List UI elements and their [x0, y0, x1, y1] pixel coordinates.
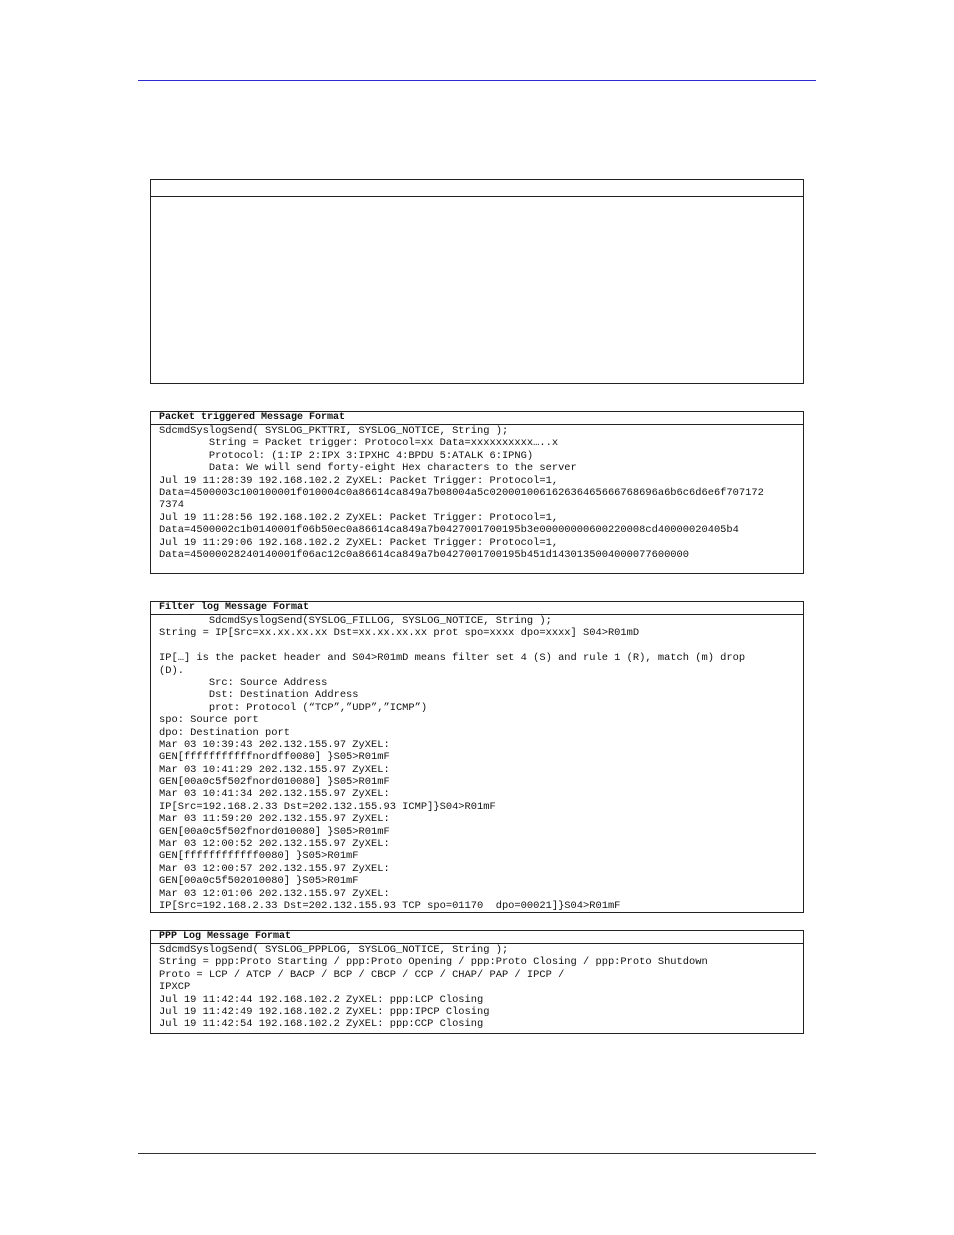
code-line: IPXCP: [159, 981, 191, 994]
code-line: Mar 03 10:39:43 202.132.155.97 ZyXEL:: [159, 738, 390, 751]
filter-table-body: [151, 615, 803, 912]
code-line: String = ppp:Proto Starting / ppp:Proto Opening / ppp:Proto Closing / ppp:Proto Shutdown: [159, 956, 708, 969]
code-line: Jul 19 11:29:06 192.168.102.2 ZyXEL: Packet Trigger: Protocol=1,: [159, 536, 559, 549]
code-line: Mar 03 10:41:34 202.132.155.97 ZyXEL:: [159, 788, 390, 801]
code-line: Data: We will send forty-eight Hex characters to the server: [159, 462, 577, 475]
packet-table-body: [151, 425, 803, 561]
packet-table-title: Packet triggered Message Format: [151, 412, 803, 425]
code-line: GEN[00a0c5f502fnord010080] }S05>R01mF: [159, 825, 390, 838]
code-line: [159, 640, 795, 652]
code-line: prot: Protocol (“TCP”,”UDP”,”ICMP”): [159, 701, 428, 714]
code-line: Jul 19 11:28:56 192.168.102.2 ZyXEL: Packet Trigger: Protocol=1,: [159, 511, 559, 524]
code-line: Mar 03 12:00:52 202.132.155.97 ZyXEL:: [159, 838, 390, 851]
filter-log-table: [150, 601, 804, 913]
code-line: Mar 03 12:01:06 202.132.155.97 ZyXEL:: [159, 887, 390, 900]
empty-table: [150, 179, 804, 384]
code-line: Jul 19 11:42:54 192.168.102.2 ZyXEL: ppp:CCP Closing: [159, 1018, 484, 1031]
code-line: Protocol: (1:IP 2:IPX 3:IPXHC 4:BPDU 5:ATALK 6:IPNG): [159, 449, 534, 462]
code-line: Mar 03 10:41:29 202.132.155.97 ZyXEL:: [159, 763, 390, 776]
filter-table-title: Filter log Message Format: [151, 602, 803, 615]
code-line: IP[Src=192.168.2.33 Dst=202.132.155.93 ICMP]}S04>R01mF: [159, 800, 496, 813]
code-line: Mar 03 12:00:57 202.132.155.97 ZyXEL:: [159, 862, 390, 875]
code-line: spo: Source port: [159, 714, 259, 727]
ppp-table-body: [151, 944, 803, 1031]
code-line: SdcmdSyslogSend(SYSLOG_FILLOG, SYSLOG_NOTICE, String );: [159, 615, 552, 627]
code-line: Jul 19 11:42:44 192.168.102.2 ZyXEL: ppp:LCP Closing: [159, 993, 484, 1006]
code-line: SdcmdSyslogSend( SYSLOG_PKTTRI, SYSLOG_NOTICE, String );: [159, 425, 509, 437]
empty-table-header: [151, 180, 803, 197]
code-line: IP[…] is the packet header and S04>R01mD means filter set 4 (S) and rule 1 (R), match (m) drop: [159, 652, 746, 665]
code-line: Src: Source Address: [159, 676, 328, 689]
code-line: (D).: [159, 664, 184, 677]
code-line: 7374: [159, 499, 184, 512]
code-line: String = Packet trigger: Protocol=xx Data=xxxxxxxxxx…..x: [159, 437, 559, 450]
packet-triggered-table: [150, 411, 804, 574]
code-line: Data=4500003c100100001f010004c0a86614ca849a7b08004a5c020001006162636465666768696a6b6c6d6e6f707172: [159, 486, 764, 499]
ppp-table-title: PPP Log Message Format: [151, 931, 803, 944]
code-line: dpo: Destination port: [159, 726, 290, 739]
code-line: GEN[fffffffffffnordff0080] }S05>R01mF: [159, 751, 390, 764]
code-line: Data=4500002c1b0140001f06b50ec0a86614ca849a7b0427001700195b3e00000000600220008cd40000020405b4: [159, 524, 739, 537]
code-line: SdcmdSyslogSend( SYSLOG_PPPLOG, SYSLOG_NOTICE, String );: [159, 944, 509, 956]
code-line: GEN[00a0c5f502fnord010080] }S05>R01mF: [159, 776, 390, 789]
code-line: String = IP[Src=xx.xx.xx.xx Dst=xx.xx.xx.xx prot spo=xxxx dpo=xxxx] S04>R01mD: [159, 627, 640, 640]
code-line: GEN[ffffffffffff0080] }S05>R01mF: [159, 850, 359, 863]
code-line: Jul 19 11:28:39 192.168.102.2 ZyXEL: Packet Trigger: Protocol=1,: [159, 474, 559, 487]
ppp-log-table: [150, 930, 804, 1034]
code-line: Dst: Destination Address: [159, 689, 359, 702]
code-line: Data=45000028240140001f06ac12c0a86614ca849a7b0427001700195b451d1430135004000077600000: [159, 548, 690, 561]
footer-rule: [138, 1153, 816, 1154]
code-line: Proto = LCP / ATCP / BACP / BCP / CBCP / CCP / CHAP/ PAP / IPCP /: [159, 968, 565, 981]
header-rule: [138, 80, 816, 81]
code-line: GEN[00a0c5f502010080] }S05>R01mF: [159, 875, 359, 888]
code-line: IP[Src=192.168.2.33 Dst=202.132.155.93 TCP spo=01170 dpo=00021]}S04>R01mF: [159, 899, 621, 912]
code-line: Jul 19 11:42:49 192.168.102.2 ZyXEL: ppp:IPCP Closing: [159, 1005, 490, 1018]
code-line: Mar 03 11:59:20 202.132.155.97 ZyXEL:: [159, 813, 390, 826]
